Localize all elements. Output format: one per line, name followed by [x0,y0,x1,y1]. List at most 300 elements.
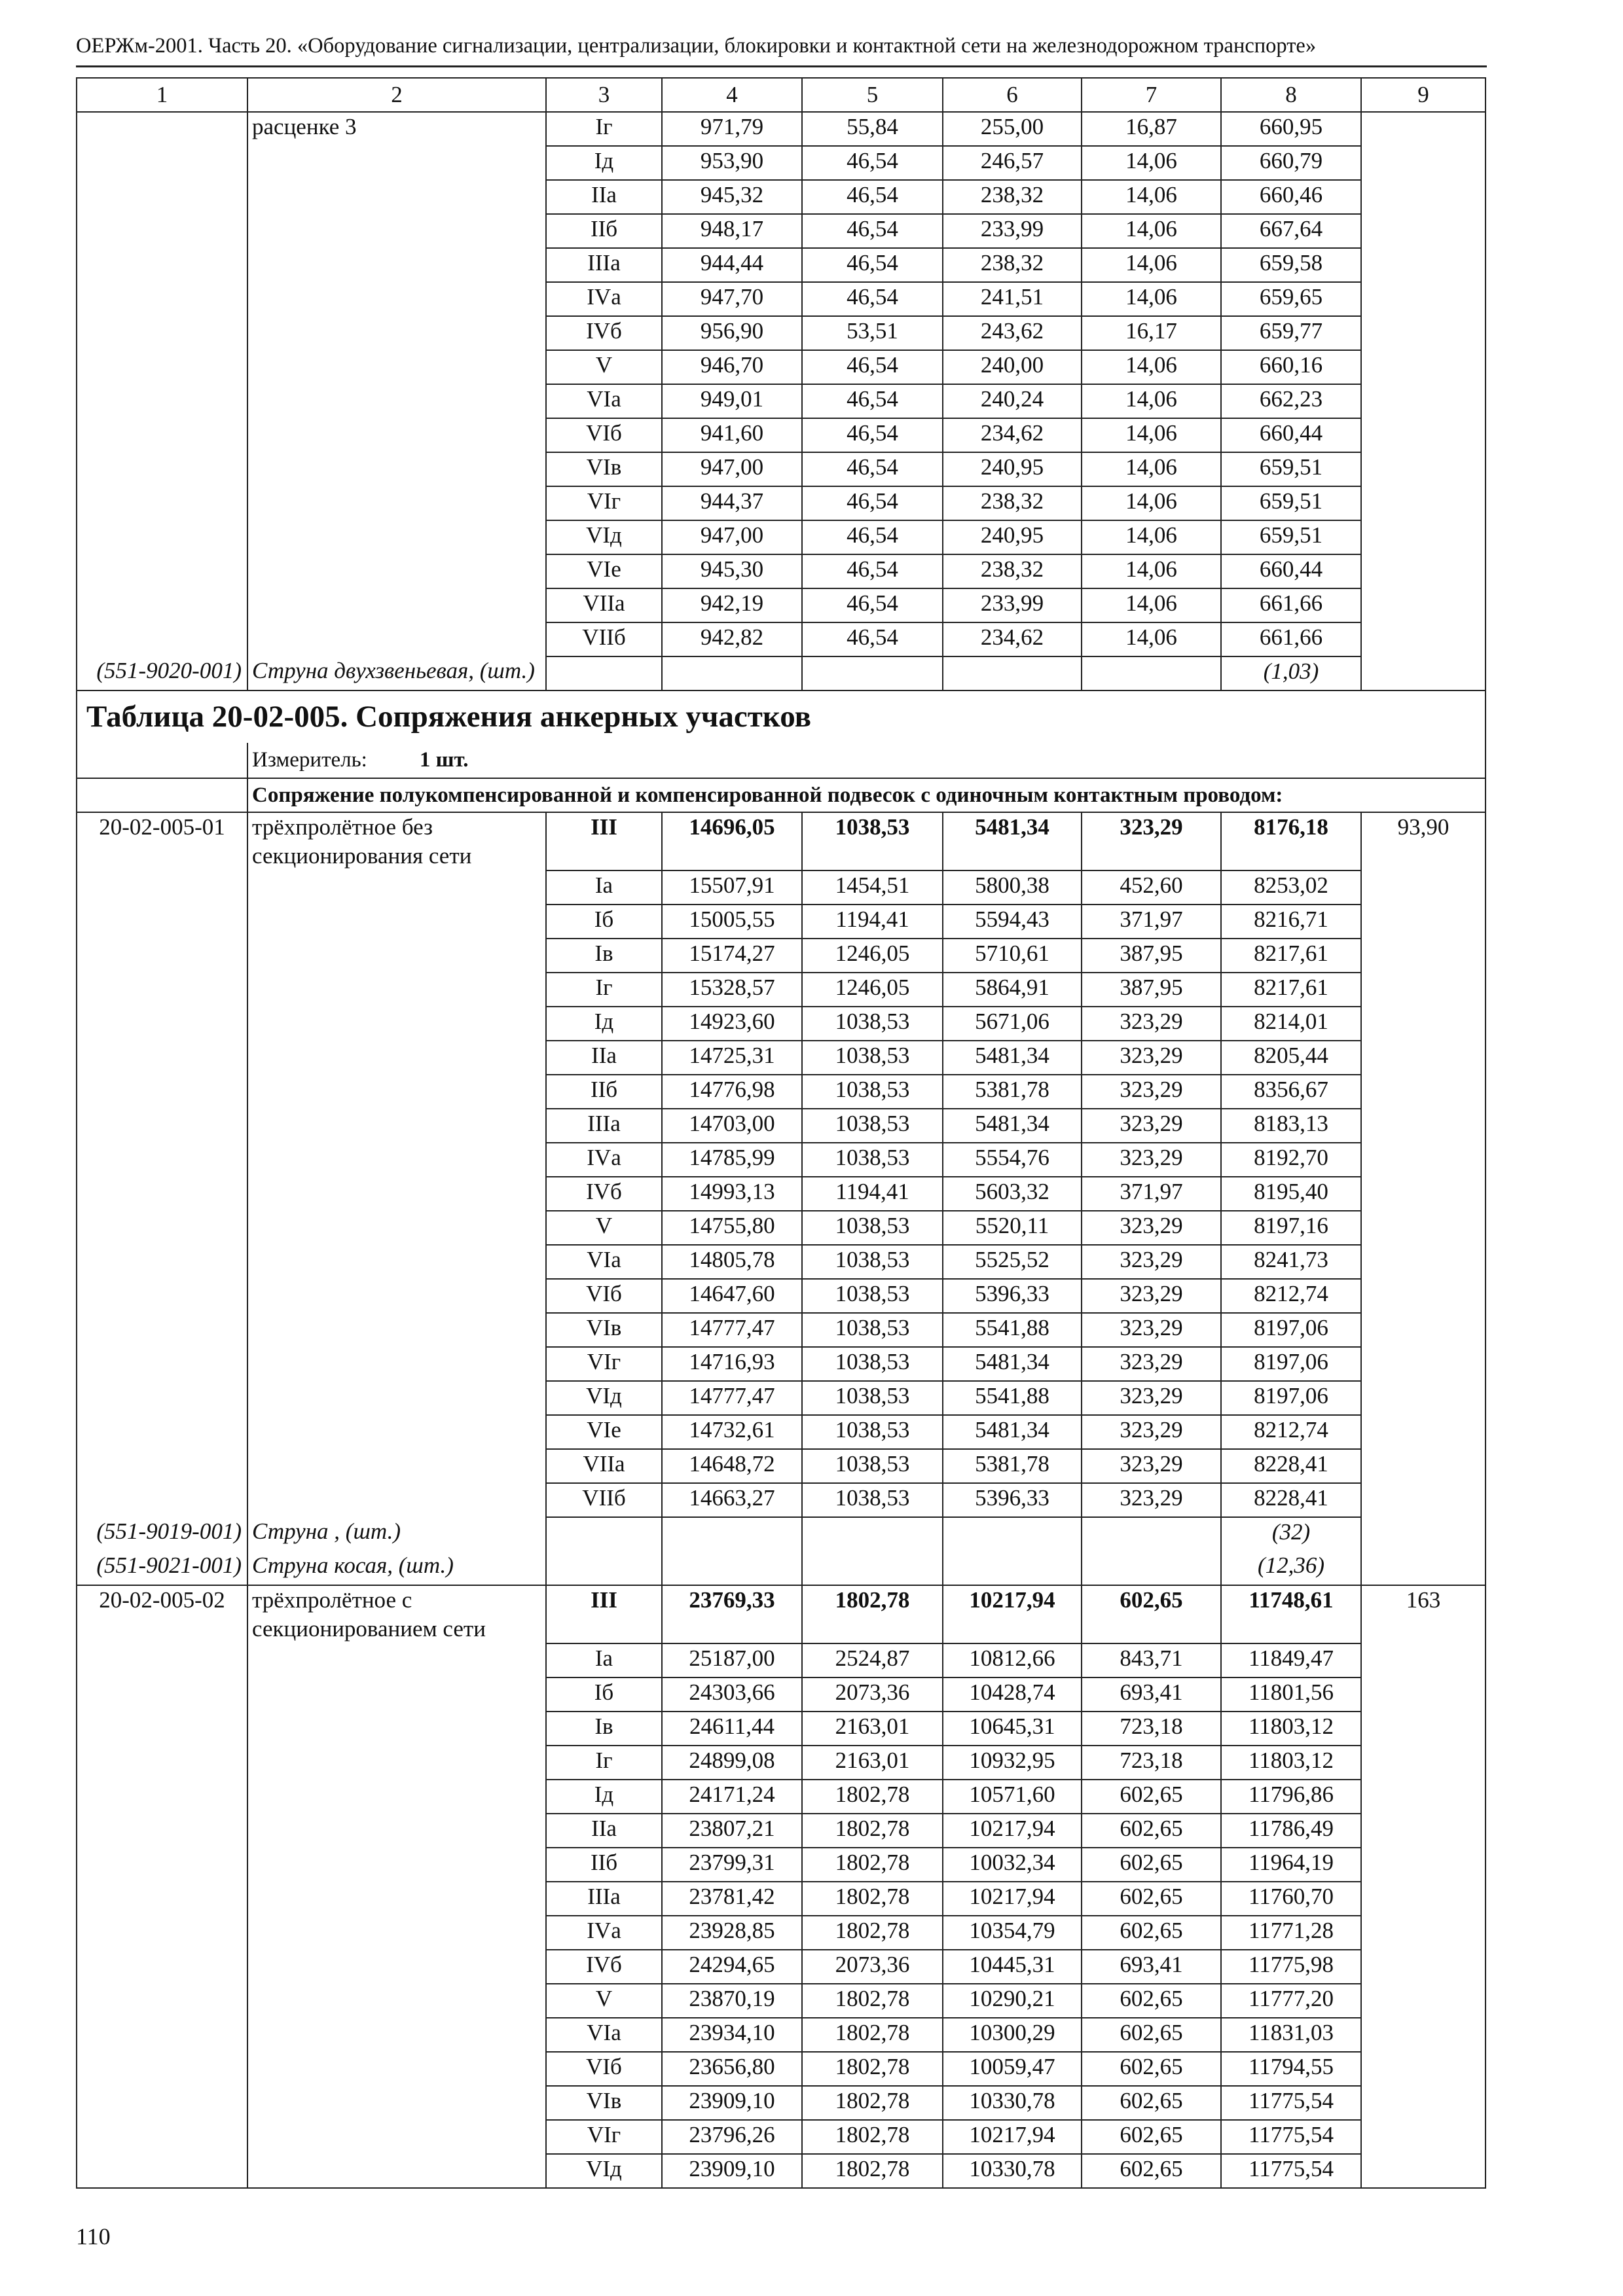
value-cell: 14,06 [1082,554,1221,588]
value-cell: 24899,08 [662,1746,802,1780]
table-row [77,418,1486,452]
code-cell: 20-02-005-01 [77,812,247,870]
col9-cell [1361,384,1486,418]
description-cell [247,452,546,486]
table-row [77,870,1486,905]
value-cell: 323,29 [1082,1415,1221,1449]
table-row [77,1643,1486,1677]
value-cell: 14777,47 [662,1381,802,1415]
col9-cell [1361,180,1486,214]
description-cell [247,1746,546,1780]
region-cell: IIб [546,1848,662,1882]
value-cell: 5381,78 [943,1075,1082,1109]
value-cell: 5554,76 [943,1143,1082,1177]
column-number-cell: 5 [802,78,943,112]
description-cell [247,1211,546,1245]
table-row [77,248,1486,282]
value-cell: 238,32 [943,248,1082,282]
resource-note-row [77,1517,1486,1551]
description-cell [247,1279,546,1313]
value-cell: 23807,21 [662,1814,802,1848]
description-cell [247,1712,546,1746]
value-cell: 10217,94 [943,1882,1082,1916]
code-cell [77,1007,247,1041]
value-cell: 14647,60 [662,1279,802,1313]
resource-name: Струна , (шт.) [247,1517,546,1551]
value-cell: 5481,34 [943,1415,1082,1449]
resource-code: (551-9021-001) [77,1551,247,1585]
value-cell: 602,65 [1082,1916,1221,1950]
col9-cell [1361,1746,1486,1780]
col9-cell [1361,1415,1486,1449]
col9-cell [1361,2052,1486,2086]
code-cell [77,1313,247,1347]
value-cell: 1194,41 [802,1177,943,1211]
value-cell: 387,95 [1082,973,1221,1007]
description-cell [247,180,546,214]
value-cell: 323,29 [1082,1109,1221,1143]
value-cell: 234,62 [943,622,1082,656]
value-cell: 5396,33 [943,1279,1082,1313]
col9-cell [1361,588,1486,622]
region-cell: Iа [546,870,662,905]
empty-cell [546,656,662,691]
code-cell [77,1279,247,1313]
value-cell: 23769,33 [662,1585,802,1643]
code-cell [77,870,247,905]
col9-cell [1361,2154,1486,2188]
value-cell: 10571,60 [943,1780,1082,1814]
value-cell: 11786,49 [1221,1814,1361,1848]
value-cell: 10059,47 [943,2052,1082,2086]
value-cell: 14,06 [1082,622,1221,656]
table-row [77,1585,1486,1643]
description-cell [247,1007,546,1041]
value-cell: 10217,94 [943,1814,1082,1848]
value-cell: 956,90 [662,316,802,350]
region-cell: IIIа [546,1109,662,1143]
value-cell: 1038,53 [802,812,943,870]
empty-cell [802,1517,943,1551]
col9-cell [1361,1007,1486,1041]
value-cell: 10032,34 [943,1848,1082,1882]
region-cell: IVа [546,1916,662,1950]
region-cell: VIе [546,1415,662,1449]
value-cell: 10330,78 [943,2154,1082,2188]
value-cell: 24611,44 [662,1712,802,1746]
col9-cell [1361,622,1486,656]
value-cell: 948,17 [662,214,802,248]
region-cell: Iг [546,973,662,1007]
value-cell: 11803,12 [1221,1712,1361,1746]
value-cell: 23796,26 [662,2120,802,2154]
value-cell: 1038,53 [802,1381,943,1415]
value-cell: 323,29 [1082,1347,1221,1381]
region-cell: VIIа [546,1449,662,1483]
value-cell: 23909,10 [662,2154,802,2188]
value-cell: 1802,78 [802,2154,943,2188]
value-cell: 10217,94 [943,1585,1082,1643]
value-cell: 24294,65 [662,1950,802,1984]
region-cell: Iв [546,939,662,973]
table-row [77,1712,1486,1746]
col9-cell [1361,905,1486,939]
value-cell: 661,66 [1221,588,1361,622]
description-cell [247,486,546,520]
value-cell: 323,29 [1082,1313,1221,1347]
value-cell: 241,51 [943,282,1082,316]
region-cell: VIа [546,1245,662,1279]
empty-cell [1361,656,1486,691]
value-cell: 11796,86 [1221,1780,1361,1814]
description-cell [247,2154,546,2188]
value-cell: 14,06 [1082,214,1221,248]
value-cell: 452,60 [1082,870,1221,905]
value-cell: 10645,31 [943,1712,1082,1746]
table-row [77,1950,1486,1984]
value-cell: 602,65 [1082,1882,1221,1916]
value-cell: 660,16 [1221,350,1361,384]
region-cell: VIб [546,1279,662,1313]
region-cell: IVа [546,1143,662,1177]
meter-cell [247,743,1486,778]
col9-cell [1361,2018,1486,2052]
col9-cell [1361,1279,1486,1313]
value-cell: 23928,85 [662,1916,802,1950]
value-cell: 660,46 [1221,180,1361,214]
col9-cell [1361,1347,1486,1381]
col9-cell [1361,486,1486,520]
table-row [77,939,1486,973]
table-row [77,282,1486,316]
value-cell: 46,54 [802,146,943,180]
code-cell [77,1950,247,1984]
resource-value: (1,03) [1221,656,1361,691]
meter-label: Измеритель: [252,748,367,772]
meter-unit: 1 шт. [419,748,469,772]
value-cell: 14,06 [1082,248,1221,282]
col9-cell [1361,2086,1486,2120]
value-cell: 8217,61 [1221,973,1361,1007]
value-cell: 8228,41 [1221,1449,1361,1483]
value-cell: 944,37 [662,486,802,520]
value-cell: 11760,70 [1221,1882,1361,1916]
code-cell [77,112,247,146]
region-cell: Iд [546,1007,662,1041]
value-cell: 238,32 [943,554,1082,588]
column-number-cell: 6 [943,78,1082,112]
description-cell [247,1643,546,1677]
region-cell: VIIа [546,588,662,622]
value-cell: 661,66 [1221,622,1361,656]
description-cell [247,418,546,452]
table-row [77,112,1486,146]
value-cell: 11777,20 [1221,1984,1361,2018]
value-cell: 46,54 [802,622,943,656]
description-cell [247,1347,546,1381]
code-cell [77,1245,247,1279]
description-cell [247,1041,546,1075]
value-cell: 46,54 [802,350,943,384]
code-cell [77,2052,247,2086]
description-cell [247,1483,546,1517]
table-row [77,1916,1486,1950]
region-cell: Iг [546,1746,662,1780]
table-body [77,78,1486,2188]
code-cell [77,2120,247,2154]
region-cell: VIа [546,2018,662,2052]
value-cell: 8212,74 [1221,1415,1361,1449]
value-cell: 23656,80 [662,2052,802,2086]
value-cell: 14785,99 [662,1143,802,1177]
value-cell: 1802,78 [802,2120,943,2154]
value-cell: 243,62 [943,316,1082,350]
description-cell [247,1177,546,1211]
value-cell: 10812,66 [943,1643,1082,1677]
value-cell: 659,51 [1221,520,1361,554]
rates-table [76,77,1486,2189]
region-cell: V [546,350,662,384]
col9-cell: 163 [1361,1585,1486,1643]
col9-cell [1361,418,1486,452]
value-cell: 947,00 [662,452,802,486]
value-cell: 46,54 [802,282,943,316]
value-cell: 240,95 [943,452,1082,486]
value-cell: 371,97 [1082,1177,1221,1211]
column-number-cell: 9 [1361,78,1486,112]
value-cell: 1038,53 [802,1245,943,1279]
description-cell [247,1449,546,1483]
region-cell: VIд [546,2154,662,2188]
description-cell [247,939,546,973]
value-cell: 238,32 [943,486,1082,520]
value-cell: 23870,19 [662,1984,802,2018]
value-cell: 1454,51 [802,870,943,905]
code-cell [77,248,247,282]
value-cell: 662,23 [1221,384,1361,418]
code-cell [77,622,247,656]
code-cell [77,1677,247,1712]
empty-cell [1361,1551,1486,1585]
table-row [77,1313,1486,1347]
value-cell: 941,60 [662,418,802,452]
table-row [77,350,1486,384]
value-cell: 10330,78 [943,2086,1082,2120]
value-cell: 11794,55 [1221,2052,1361,2086]
value-cell: 323,29 [1082,1483,1221,1517]
table-row [77,1984,1486,2018]
code-cell [77,2154,247,2188]
region-cell: VIг [546,1347,662,1381]
value-cell: 602,65 [1082,2018,1221,2052]
value-cell: 1038,53 [802,1143,943,1177]
code-cell [77,1916,247,1950]
description-cell [247,350,546,384]
empty-cell [546,1551,662,1585]
code-cell [77,282,247,316]
col9-cell [1361,1449,1486,1483]
code-cell [77,1984,247,2018]
value-cell: 1038,53 [802,1415,943,1449]
value-cell: 1802,78 [802,1814,943,1848]
value-cell: 14,06 [1082,588,1221,622]
value-cell: 14663,27 [662,1483,802,1517]
description-cell [247,1677,546,1712]
region-cell: VIв [546,452,662,486]
value-cell: 5520,11 [943,1211,1082,1245]
col9-cell [1361,1177,1486,1211]
description-cell [247,588,546,622]
value-cell: 240,24 [943,384,1082,418]
empty-cell [943,1551,1082,1585]
description-cell: расценке 3 [247,112,546,146]
description-cell [247,1950,546,1984]
region-cell: VIг [546,2120,662,2154]
value-cell: 1802,78 [802,1984,943,2018]
page-number: 110 [76,2223,111,2250]
meter-row [77,743,1486,778]
value-cell: 11849,47 [1221,1643,1361,1677]
value-cell: 14732,61 [662,1415,802,1449]
value-cell: 1802,78 [802,2052,943,2086]
description-cell: трёхпролётное без секционирования сети [247,812,546,870]
code-cell [77,180,247,214]
value-cell: 660,95 [1221,112,1361,146]
value-cell: 693,41 [1082,1677,1221,1712]
value-cell: 14,06 [1082,384,1221,418]
table-row [77,1381,1486,1415]
value-cell: 2073,36 [802,1677,943,1712]
description-cell [247,1848,546,1882]
empty-cell [1082,1551,1221,1585]
value-cell: 659,65 [1221,282,1361,316]
value-cell: 8197,16 [1221,1211,1361,1245]
table-row [77,1483,1486,1517]
region-cell: VIд [546,520,662,554]
value-cell: 14755,80 [662,1211,802,1245]
value-cell: 323,29 [1082,1211,1221,1245]
value-cell: 2073,36 [802,1950,943,1984]
column-number-cell: 2 [247,78,546,112]
value-cell: 5603,32 [943,1177,1082,1211]
table-row [77,146,1486,180]
value-cell: 693,41 [1082,1950,1221,1984]
value-cell: 46,54 [802,486,943,520]
region-cell: VIб [546,2052,662,2086]
value-cell: 5594,43 [943,905,1082,939]
empty-cell [77,778,247,812]
col9-cell [1361,1882,1486,1916]
value-cell: 1038,53 [802,1211,943,1245]
value-cell: 660,44 [1221,554,1361,588]
value-cell: 843,71 [1082,1643,1221,1677]
table-row [77,1677,1486,1712]
col9-cell [1361,1848,1486,1882]
region-cell: IIа [546,1041,662,1075]
code-cell [77,1415,247,1449]
value-cell: 1038,53 [802,1007,943,1041]
table-row [77,1109,1486,1143]
value-cell: 5864,91 [943,973,1082,1007]
col9-cell [1361,214,1486,248]
value-cell: 602,65 [1082,1984,1221,2018]
value-cell: 723,18 [1082,1746,1221,1780]
resource-name: Струна косая, (шт.) [247,1551,546,1585]
table-row [77,2120,1486,2154]
table-row [77,1780,1486,1814]
description-cell [247,622,546,656]
value-cell: 947,70 [662,282,802,316]
description-cell [247,1245,546,1279]
region-cell: IVб [546,1177,662,1211]
value-cell: 11801,56 [1221,1677,1361,1712]
table-row [77,1143,1486,1177]
value-cell: 240,95 [943,520,1082,554]
code-cell [77,1143,247,1177]
value-cell: 660,44 [1221,418,1361,452]
empty-cell [1082,656,1221,691]
code-cell [77,1780,247,1814]
value-cell: 10445,31 [943,1950,1082,1984]
table-title-row [77,691,1486,743]
value-cell: 8176,18 [1221,812,1361,870]
value-cell: 15005,55 [662,905,802,939]
col9-cell [1361,350,1486,384]
value-cell: 11803,12 [1221,1746,1361,1780]
value-cell: 14923,60 [662,1007,802,1041]
value-cell: 11748,61 [1221,1585,1361,1643]
value-cell: 5481,34 [943,1109,1082,1143]
value-cell: 5481,34 [943,1041,1082,1075]
region-cell: IVа [546,282,662,316]
value-cell: 1246,05 [802,973,943,1007]
value-cell: 10932,95 [943,1746,1082,1780]
value-cell: 8212,74 [1221,1279,1361,1313]
empty-cell [1082,1517,1221,1551]
description-cell [247,2052,546,2086]
value-cell: 15507,91 [662,870,802,905]
description-cell [247,1780,546,1814]
description-cell [247,1916,546,1950]
value-cell: 2163,01 [802,1746,943,1780]
value-cell: 11775,98 [1221,1950,1361,1984]
value-cell: 16,17 [1082,316,1221,350]
value-cell: 5396,33 [943,1483,1082,1517]
col9-cell [1361,973,1486,1007]
value-cell: 8253,02 [1221,870,1361,905]
col9-cell [1361,316,1486,350]
table-row [77,588,1486,622]
table-row [77,1075,1486,1109]
value-cell: 667,64 [1221,214,1361,248]
value-cell: 23799,31 [662,1848,802,1882]
description-cell [247,146,546,180]
code-cell [77,1814,247,1848]
value-cell: 11775,54 [1221,2154,1361,2188]
col9-cell [1361,2120,1486,2154]
description-cell [247,316,546,350]
code-cell [77,452,247,486]
region-cell: IIб [546,1075,662,1109]
value-cell: 14,06 [1082,452,1221,486]
description-cell [247,870,546,905]
value-cell: 8197,06 [1221,1381,1361,1415]
col9-cell [1361,1211,1486,1245]
code-cell [77,146,247,180]
value-cell: 2163,01 [802,1712,943,1746]
col9-cell [1361,1643,1486,1677]
table-row [77,973,1486,1007]
